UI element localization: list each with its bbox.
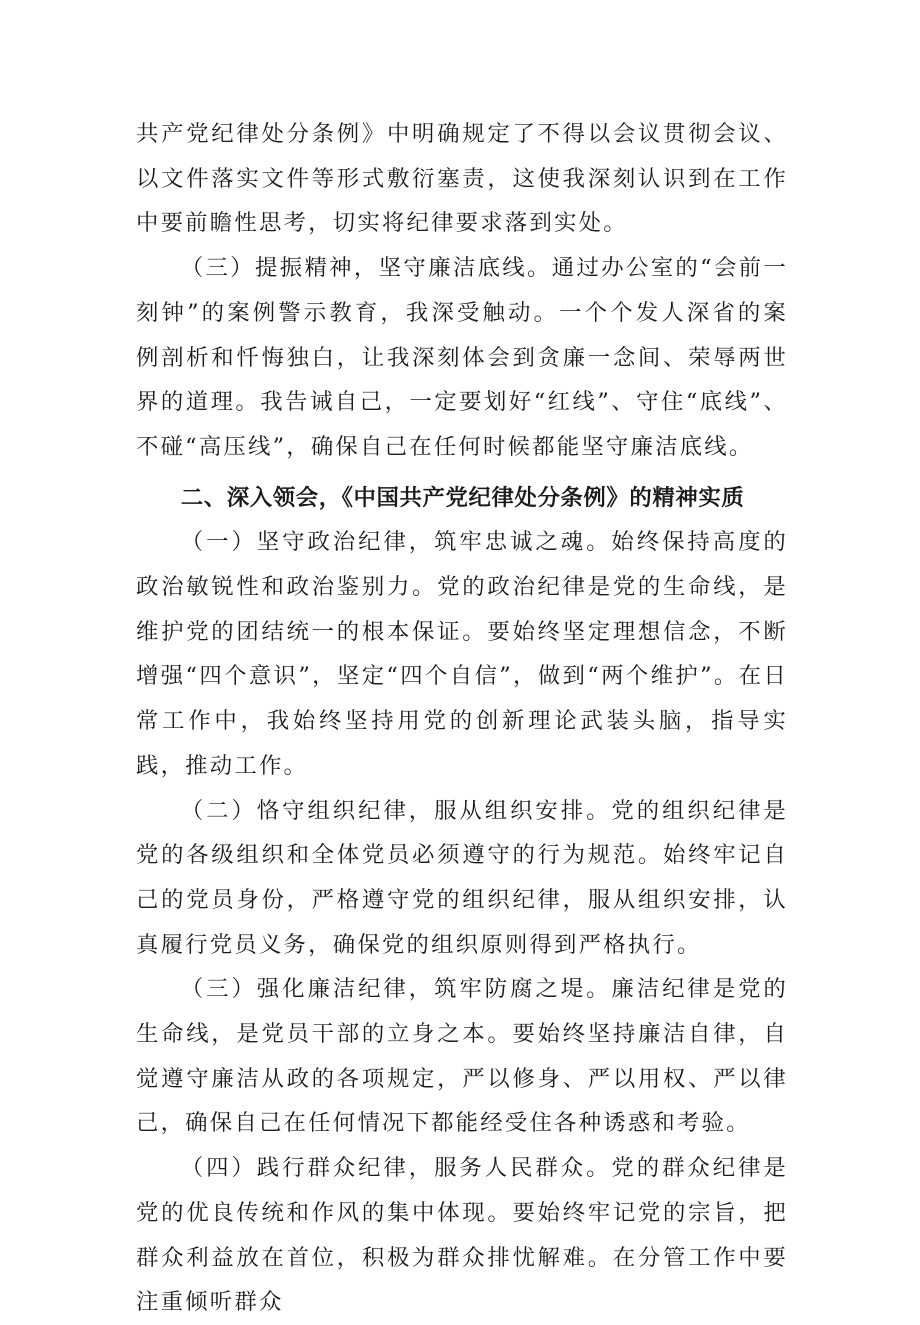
paragraph-integrity-discipline: （三）强化廉洁纪律，筑牢防腐之堤。廉洁纪律是党的生命线，是党员干部的立身之本。要始终坚持廉洁自律，自觉遵守廉洁从政的各项规定，严以修身、严以用权、严以律己，确保自己在任何情况下都能经受住各种诱惑和考验。 (136, 976, 788, 1137)
paragraph-mass-discipline: （四）践行群众纪律，服务人民群众。党的群众纪律是党的优良传统和作风的集中体现。要始终牢记党的宗旨，把群众利益放在首位，积极为群众排忧解难。在分管工作中要注重倾听群众 (136, 1155, 788, 1316)
paragraph-organizational-discipline: （二）恪守组织纪律，服从组织安排。党的组织纪律是党的各级组织和全体党员必须遵守的行为规范。始终牢记自己的党员身份，严格遵守党的组织纪律，服从组织安排，认真履行党员义务，确保党的组织原则得到严格执行。 (136, 797, 788, 958)
document-body (136, 112, 788, 1325)
paragraph-three-integrity: （三）提振精神，坚守廉洁底线。通过办公室的“会前一刻钟”的案例警示教育，我深受触动。一个个发人深省的案例剖析和忏悔独白，让我深刻体会到贪廉一念间、荣辱两世界的道理。我告诫自己，一定要划好“红线”、守住“底线”、不碰“高压线”，确保自己在任何时候都能坚守廉洁底线。 (136, 255, 788, 460)
section-heading: 二、深入领会，《中国共产党纪律处分条例》的精神实质 (180, 484, 745, 511)
paragraph-continuation: 共产党纪律处分条例》中明确规定了不得以会议贯彻会议、以文件落实文件等形式敷衍塞责，这使我深刻认识到在工作中要前瞻性思考，切实将纪律要求落到实处。 (136, 121, 788, 237)
paragraph-political-discipline: （一）坚守政治纪律，筑牢忠诚之魂。始终保持高度的政治敏锐性和政治鉴别力。党的政治纪律是党的生命线，是维护党的团结统一的根本保证。要始终坚定理想信念，不断增强“四个意识”，坚定“四个自信”，做到“两个维护”。在日常工作中，我始终坚持用党的创新理论武装头脑，指导实践，推动工作。 (136, 529, 788, 779)
